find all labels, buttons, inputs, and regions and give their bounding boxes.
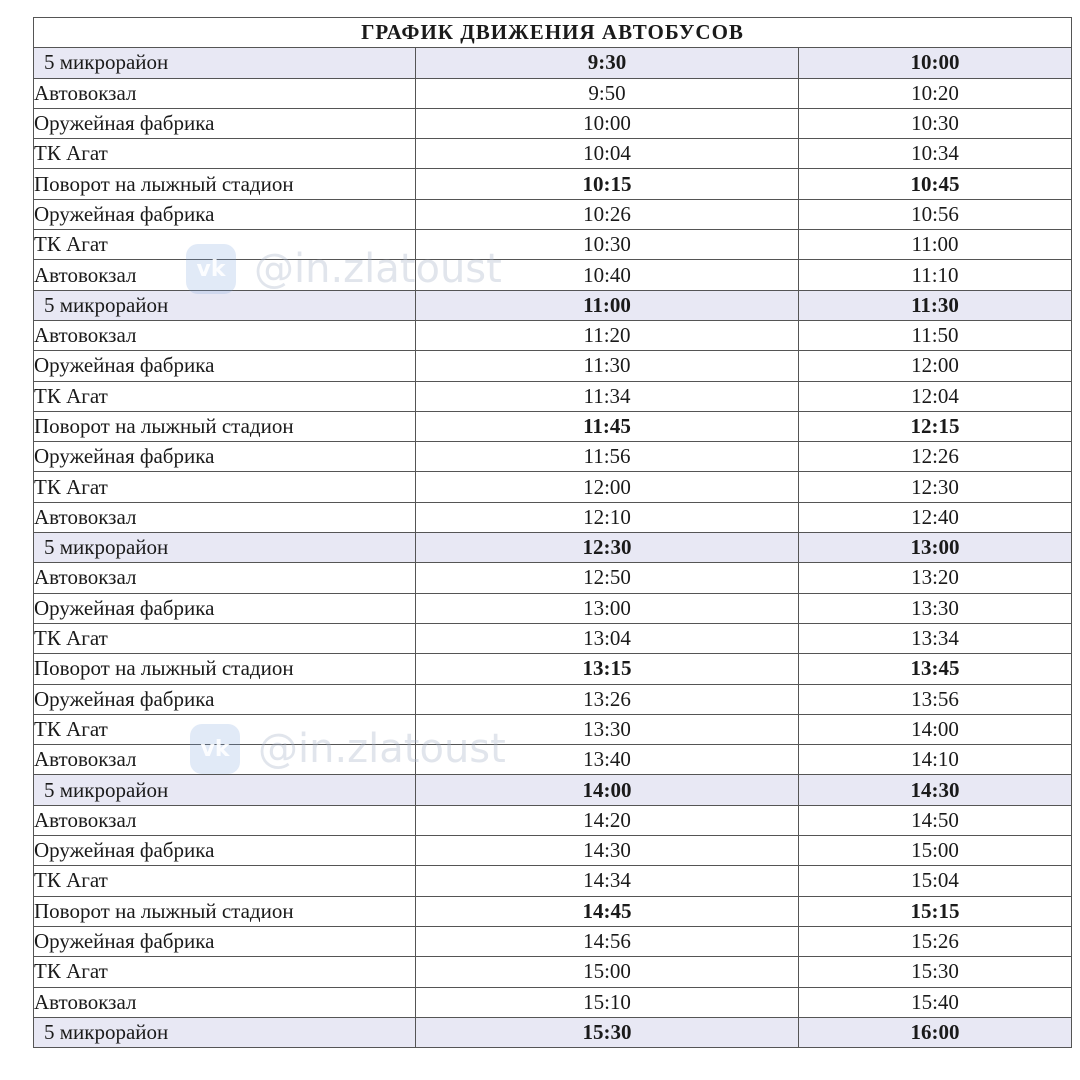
departure-time-cell: 12:00	[799, 351, 1072, 381]
schedule-row	[34, 805, 1072, 835]
stop-cell: Автовокзал	[34, 805, 416, 835]
departure-time-cell: 15:30	[799, 957, 1072, 987]
departure-time-cell: 12:26	[799, 442, 1072, 472]
page-title: ГРАФИК ДВИЖЕНИЯ АВТОБУСОВ	[34, 18, 1072, 48]
departure-time-cell: 10:00	[416, 108, 799, 138]
departure-time-cell: 10:45	[799, 169, 1072, 199]
schedule-row	[34, 563, 1072, 593]
stop-cell: ТК Агат	[34, 381, 416, 411]
departure-time-cell: 13:15	[416, 654, 799, 684]
stop-cell: 5 микрорайон	[34, 290, 416, 320]
departure-time-cell: 13:00	[416, 593, 799, 623]
departure-time-cell: 14:50	[799, 805, 1072, 835]
departure-time-cell: 12:15	[799, 411, 1072, 441]
stop-cell: Оружейная фабрика	[34, 593, 416, 623]
departure-time-cell: 9:50	[416, 78, 799, 108]
departure-time-cell: 15:30	[416, 1017, 799, 1047]
schedule-row	[34, 442, 1072, 472]
stop-cell: Поворот на лыжный стадион	[34, 411, 416, 441]
schedule-row	[34, 472, 1072, 502]
departure-time-cell: 15:40	[799, 987, 1072, 1017]
departure-time-cell: 13:30	[799, 593, 1072, 623]
departure-time-cell: 12:40	[799, 502, 1072, 532]
stop-cell: Автовокзал	[34, 502, 416, 532]
departure-time-cell: 14:45	[416, 896, 799, 926]
stop-cell: Автовокзал	[34, 78, 416, 108]
departure-time-cell: 13:20	[799, 563, 1072, 593]
schedule-table	[33, 17, 1072, 1048]
schedule-row	[34, 502, 1072, 532]
departure-time-cell: 14:56	[416, 926, 799, 956]
departure-time-cell: 11:00	[799, 230, 1072, 260]
departure-time-cell: 11:45	[416, 411, 799, 441]
departure-time-cell: 12:50	[416, 563, 799, 593]
departure-time-cell: 10:30	[799, 108, 1072, 138]
schedule-row	[34, 411, 1072, 441]
schedule-row	[34, 290, 1072, 320]
stop-cell: Оружейная фабрика	[34, 351, 416, 381]
departure-time-cell: 13:00	[799, 533, 1072, 563]
departure-time-cell: 12:04	[799, 381, 1072, 411]
schedule-row	[34, 593, 1072, 623]
schedule-row	[34, 381, 1072, 411]
schedule-row	[34, 623, 1072, 653]
schedule-row	[34, 230, 1072, 260]
schedule-rows	[34, 48, 1072, 1048]
departure-time-cell: 11:10	[799, 260, 1072, 290]
departure-time-cell: 13:45	[799, 654, 1072, 684]
departure-time-cell: 14:20	[416, 805, 799, 835]
schedule-row	[34, 48, 1072, 78]
schedule-row	[34, 320, 1072, 350]
departure-time-cell: 14:00	[416, 775, 799, 805]
stop-cell: Оружейная фабрика	[34, 926, 416, 956]
departure-time-cell: 11:30	[416, 351, 799, 381]
stop-cell: 5 микрорайон	[34, 48, 416, 78]
departure-time-cell: 14:34	[416, 866, 799, 896]
schedule-row	[34, 714, 1072, 744]
stop-cell: Оружейная фабрика	[34, 108, 416, 138]
departure-time-cell: 10:20	[799, 78, 1072, 108]
departure-time-cell: 14:30	[416, 836, 799, 866]
departure-time-cell: 10:56	[799, 199, 1072, 229]
stop-cell: 5 микрорайон	[34, 533, 416, 563]
stop-cell: ТК Агат	[34, 623, 416, 653]
departure-time-cell: 13:04	[416, 623, 799, 653]
departure-time-cell: 10:04	[416, 139, 799, 169]
departure-time-cell: 13:30	[416, 714, 799, 744]
departure-time-cell: 13:40	[416, 745, 799, 775]
schedule-row	[34, 926, 1072, 956]
schedule-row	[34, 896, 1072, 926]
stop-cell: Оружейная фабрика	[34, 199, 416, 229]
stop-cell: 5 микрорайон	[34, 1017, 416, 1047]
departure-time-cell: 14:30	[799, 775, 1072, 805]
departure-time-cell: 11:20	[416, 320, 799, 350]
departure-time-cell: 12:30	[416, 533, 799, 563]
departure-time-cell: 11:30	[799, 290, 1072, 320]
departure-time-cell: 11:56	[416, 442, 799, 472]
stop-cell: 5 микрорайон	[34, 775, 416, 805]
schedule-row	[34, 260, 1072, 290]
departure-time-cell: 13:56	[799, 684, 1072, 714]
departure-time-cell: 13:26	[416, 684, 799, 714]
schedule-row	[34, 78, 1072, 108]
stop-cell: ТК Агат	[34, 957, 416, 987]
departure-time-cell: 12:10	[416, 502, 799, 532]
schedule-row	[34, 775, 1072, 805]
stop-cell: Автовокзал	[34, 745, 416, 775]
stop-cell: ТК Агат	[34, 139, 416, 169]
departure-time-cell: 11:00	[416, 290, 799, 320]
schedule-row	[34, 139, 1072, 169]
departure-time-cell: 10:00	[799, 48, 1072, 78]
watermark-text: @in.zlatoust	[258, 726, 506, 772]
departure-time-cell: 10:15	[416, 169, 799, 199]
stop-cell: Автовокзал	[34, 987, 416, 1017]
stop-cell: Поворот на лыжный стадион	[34, 654, 416, 684]
departure-time-cell: 11:34	[416, 381, 799, 411]
departure-time-cell: 10:30	[416, 230, 799, 260]
schedule-row	[34, 987, 1072, 1017]
stop-cell: Автовокзал	[34, 260, 416, 290]
schedule-sheet	[33, 17, 1071, 1048]
stop-cell: Поворот на лыжный стадион	[34, 169, 416, 199]
stop-cell: Оружейная фабрика	[34, 684, 416, 714]
stop-cell: Оружейная фабрика	[34, 836, 416, 866]
schedule-row	[34, 836, 1072, 866]
title-row	[34, 18, 1072, 48]
schedule-row	[34, 866, 1072, 896]
schedule-row	[34, 745, 1072, 775]
vk-logo-icon: vk	[186, 244, 236, 294]
departure-time-cell: 15:00	[799, 836, 1072, 866]
departure-time-cell: 9:30	[416, 48, 799, 78]
stop-cell: ТК Агат	[34, 230, 416, 260]
stop-cell: Оружейная фабрика	[34, 442, 416, 472]
departure-time-cell: 11:50	[799, 320, 1072, 350]
departure-time-cell: 15:04	[799, 866, 1072, 896]
schedule-row	[34, 957, 1072, 987]
departure-time-cell: 12:30	[799, 472, 1072, 502]
vk-logo-icon: vk	[190, 724, 240, 774]
stop-cell: Автовокзал	[34, 563, 416, 593]
departure-time-cell: 15:00	[416, 957, 799, 987]
stop-cell: Поворот на лыжный стадион	[34, 896, 416, 926]
schedule-row	[34, 108, 1072, 138]
stop-cell: ТК Агат	[34, 472, 416, 502]
watermark-text: @in.zlatoust	[254, 246, 502, 292]
departure-time-cell: 10:40	[416, 260, 799, 290]
departure-time-cell: 12:00	[416, 472, 799, 502]
schedule-row	[34, 533, 1072, 563]
schedule-row	[34, 199, 1072, 229]
departure-time-cell: 14:10	[799, 745, 1072, 775]
departure-time-cell: 10:34	[799, 139, 1072, 169]
departure-time-cell: 15:15	[799, 896, 1072, 926]
schedule-row	[34, 684, 1072, 714]
departure-time-cell: 16:00	[799, 1017, 1072, 1047]
schedule-row	[34, 654, 1072, 684]
departure-time-cell: 15:10	[416, 987, 799, 1017]
departure-time-cell: 15:26	[799, 926, 1072, 956]
departure-time-cell: 10:26	[416, 199, 799, 229]
schedule-row	[34, 351, 1072, 381]
stop-cell: ТК Агат	[34, 866, 416, 896]
stop-cell: Автовокзал	[34, 320, 416, 350]
stop-cell: ТК Агат	[34, 714, 416, 744]
departure-time-cell: 14:00	[799, 714, 1072, 744]
schedule-row	[34, 169, 1072, 199]
schedule-row	[34, 1017, 1072, 1047]
departure-time-cell: 13:34	[799, 623, 1072, 653]
